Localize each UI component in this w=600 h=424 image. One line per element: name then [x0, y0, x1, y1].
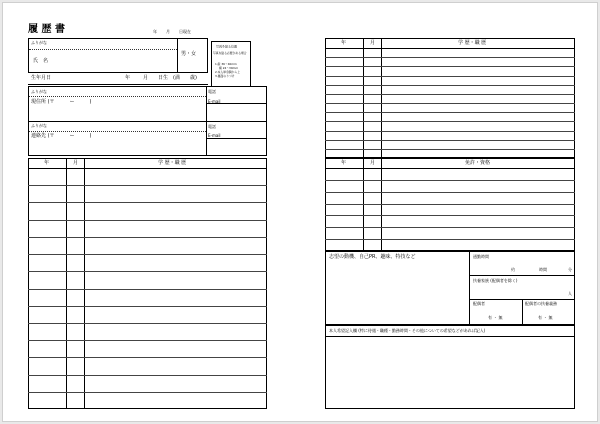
table-row — [325, 204, 575, 205]
address-email-label: E-mail — [208, 99, 221, 104]
license-col-content: 免許・資格 — [465, 160, 491, 166]
table-row — [28, 202, 267, 203]
right-col-year: 年 — [341, 40, 347, 46]
table-row — [28, 289, 267, 290]
table-row — [325, 215, 575, 216]
contact-email-label: E-mail — [208, 133, 221, 138]
address-phone-label: 電話 — [208, 89, 216, 94]
birth-label: 生年月日 — [31, 75, 52, 81]
commute-hours: 時間 — [539, 267, 547, 272]
left-col-content: 学 歴・職 歴 — [158, 160, 187, 166]
birth-day-age: 日生 (満 歳) — [158, 75, 197, 81]
address-furigana-label: ふりがな — [31, 89, 47, 94]
table-row — [28, 357, 267, 358]
left-col-month: 月 — [73, 160, 79, 166]
table-row — [325, 227, 575, 228]
address-label: 現住所 (〒 ー ) — [31, 99, 92, 105]
table-row — [325, 85, 575, 86]
right-col-content: 学 歴・職 歴 — [458, 40, 487, 46]
table-row — [28, 340, 267, 341]
photo-box-line7: 3.裏面のりづけ — [215, 74, 235, 78]
table-row — [28, 185, 267, 186]
table-row — [28, 392, 267, 393]
contact-furigana-label: ふりがな — [31, 123, 47, 128]
table-row — [325, 57, 575, 58]
motivation-label: 志望の動機、自己PR、趣味、特技など — [329, 254, 416, 260]
dependents-label: 扶養家族 (配偶者を除く) — [473, 278, 518, 283]
table-row — [325, 140, 575, 141]
table-row — [325, 76, 575, 77]
table-row — [325, 103, 575, 104]
date-year-label: 年 — [153, 29, 157, 34]
date-day-label: 日現在 — [179, 29, 191, 34]
name-furigana-label: ふりがな — [31, 40, 47, 45]
table-row — [325, 112, 575, 113]
table-row — [325, 149, 575, 150]
spouse-value: 有 ・ 無 — [488, 315, 503, 320]
wishes-block — [325, 325, 575, 409]
photo-box-line2: 写真を貼る必要がある場合 — [213, 51, 247, 55]
table-row — [28, 306, 267, 307]
table-header-divider — [325, 48, 575, 49]
dependents-unit: 人 — [568, 291, 572, 296]
gender-options: 男・女 — [181, 51, 197, 57]
table-row — [28, 323, 267, 324]
birth-year: 年 — [125, 75, 131, 81]
name-label: 氏 名 — [33, 58, 49, 64]
photo-box-line1: 写真を貼る位置 — [216, 44, 237, 48]
table-row — [325, 192, 575, 193]
photo-box-line4: 1.縦 36～40mm — [215, 62, 237, 66]
resume-title: 履 歴 書 — [28, 24, 65, 35]
photo-box-line6: 2.本人単身胸から上 — [215, 70, 241, 74]
date-month-label: 月 — [166, 29, 170, 34]
commute-label: 通勤時間 — [473, 254, 489, 259]
table-row — [325, 66, 575, 67]
left-history-table — [28, 158, 267, 409]
commute-minutes: 分 — [568, 267, 572, 272]
contact-label: 連絡先 (〒 ー ) — [31, 133, 92, 139]
resume-sheet — [2, 2, 598, 422]
table-row — [325, 94, 575, 95]
birth-month: 月 — [143, 75, 149, 81]
table-row — [325, 121, 575, 122]
table-row — [325, 131, 575, 132]
motivation-block — [325, 251, 575, 325]
table-row — [325, 239, 575, 240]
table-row — [28, 254, 267, 255]
spouse-support-label: 配偶者の扶養義務 — [525, 301, 557, 306]
table-row — [28, 375, 267, 376]
license-col-year: 年 — [341, 160, 347, 166]
left-col-year: 年 — [44, 160, 50, 166]
table-row — [325, 180, 575, 181]
photo-box-line5: 横 24～30mm — [219, 66, 239, 70]
table-row — [28, 271, 267, 272]
contact-phone-label: 電話 — [208, 124, 216, 129]
right-col-month: 月 — [370, 40, 376, 46]
table-header-divider — [28, 168, 267, 169]
table-header-divider — [325, 168, 575, 169]
spouse-support-value: 有 ・ 無 — [538, 315, 553, 320]
spouse-label: 配偶者 — [473, 301, 485, 306]
wishes-label: 本人希望記入欄 (特に待遇・職種・勤務時間・その他についての希望などがあれば記入) — [329, 328, 486, 333]
table-row — [28, 237, 267, 238]
table-row — [28, 220, 267, 221]
license-col-month: 月 — [370, 160, 376, 166]
commute-approx: 約 — [511, 267, 515, 272]
